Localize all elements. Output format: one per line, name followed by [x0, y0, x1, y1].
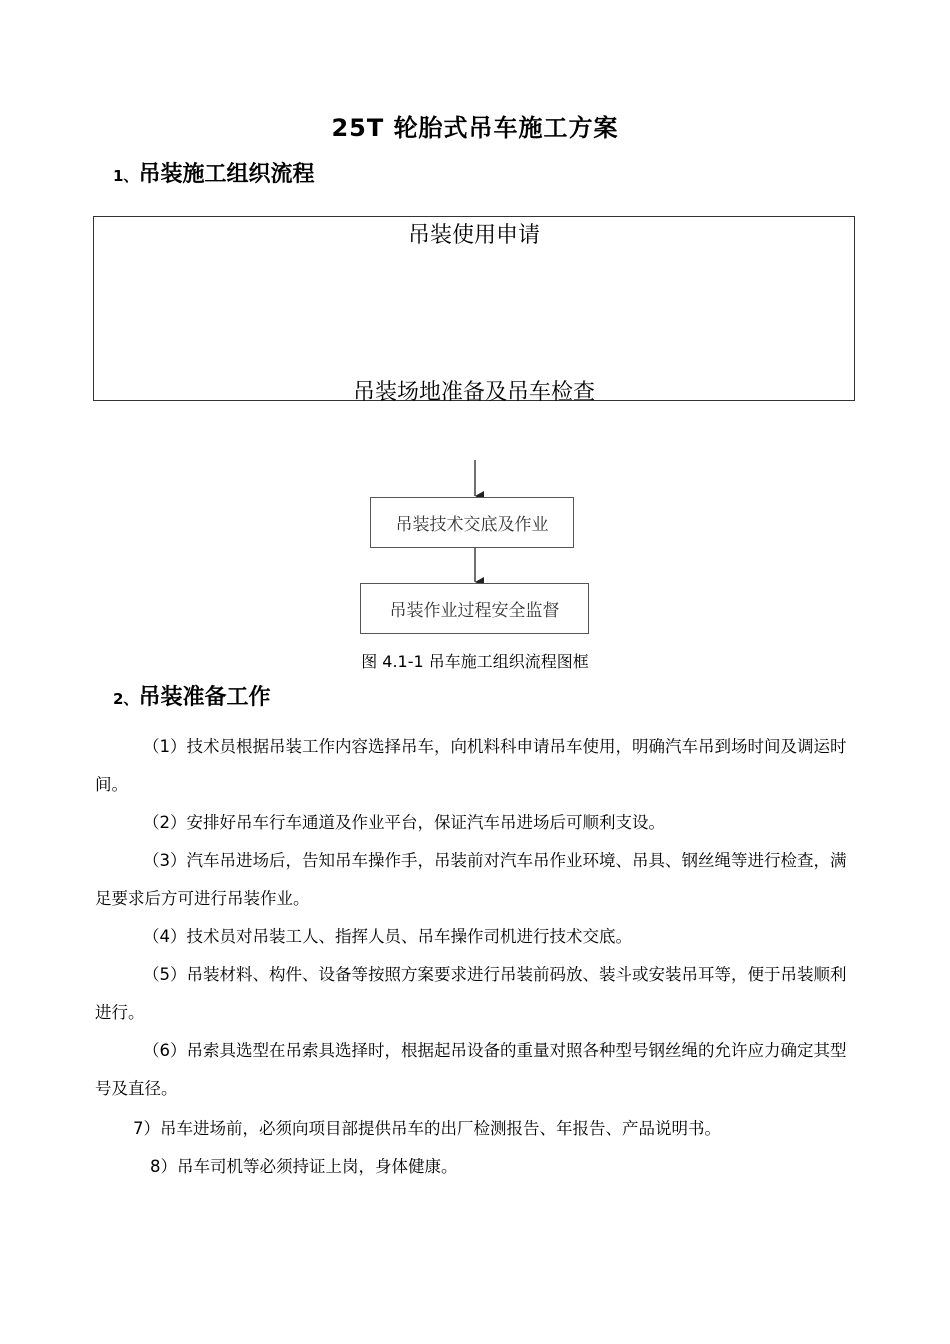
flow-step-site-preparation: 吊装场地准备及吊车检查 — [352, 380, 595, 405]
figure-caption: 图 4.1-1 吊车施工组织流程图框 — [361, 652, 589, 671]
section-2-label: 吊装准备工作 — [138, 685, 271, 710]
list-item: （1）技术员根据吊装工作内容选择吊车，向机料科申请吊车使用，明确汽车吊到场时间及调运时间。 — [95, 737, 847, 794]
section-2-heading — [113, 680, 270, 711]
list-item: （5）吊装材料、构件、设备等按照方案要求进行吊装前码放、装斗或安装吊耳等，便于吊装顺利进行。 — [95, 965, 847, 1022]
list-item: （2）安排好吊车行车通道及作业平台，保证汽车吊进场后可顺利支设。 — [143, 813, 665, 832]
section-1-label: 吊装施工组织流程 — [138, 162, 315, 187]
list-item: 7）吊车进场前，必须向项目部提供吊车的出厂检测报告、年报告、产品说明书。 — [133, 1119, 721, 1138]
section-2-number: 2、 — [113, 690, 139, 708]
flow-step-technical-briefing: 吊装技术交底及作业 — [370, 497, 574, 548]
flow-step-application: 吊装使用申请 — [407, 223, 540, 248]
list-item: （3）汽车吊进场后，告知吊车操作手，吊装前对汽车吊作业环境、吊具、钢丝绳等进行检查，满足要求后方可进行吊装作业。 — [95, 851, 847, 908]
document-title: 25T 轮胎式吊车施工方案 — [331, 114, 619, 142]
list-item: （6）吊索具选型在吊索具选择时，根据起吊设备的重量对照各种型号钢丝绳的允许应力确定其型号及直径。 — [95, 1041, 847, 1098]
section-1-number: 1、 — [113, 167, 139, 185]
flow-step-safety-supervision: 吊装作业过程安全监督 — [360, 583, 589, 634]
list-item: （4）技术员对吊装工人、指挥人员、吊车操作司机进行技术交底。 — [143, 927, 632, 946]
list-item: 8）吊车司机等必须持证上岗，身体健康。 — [150, 1157, 458, 1176]
